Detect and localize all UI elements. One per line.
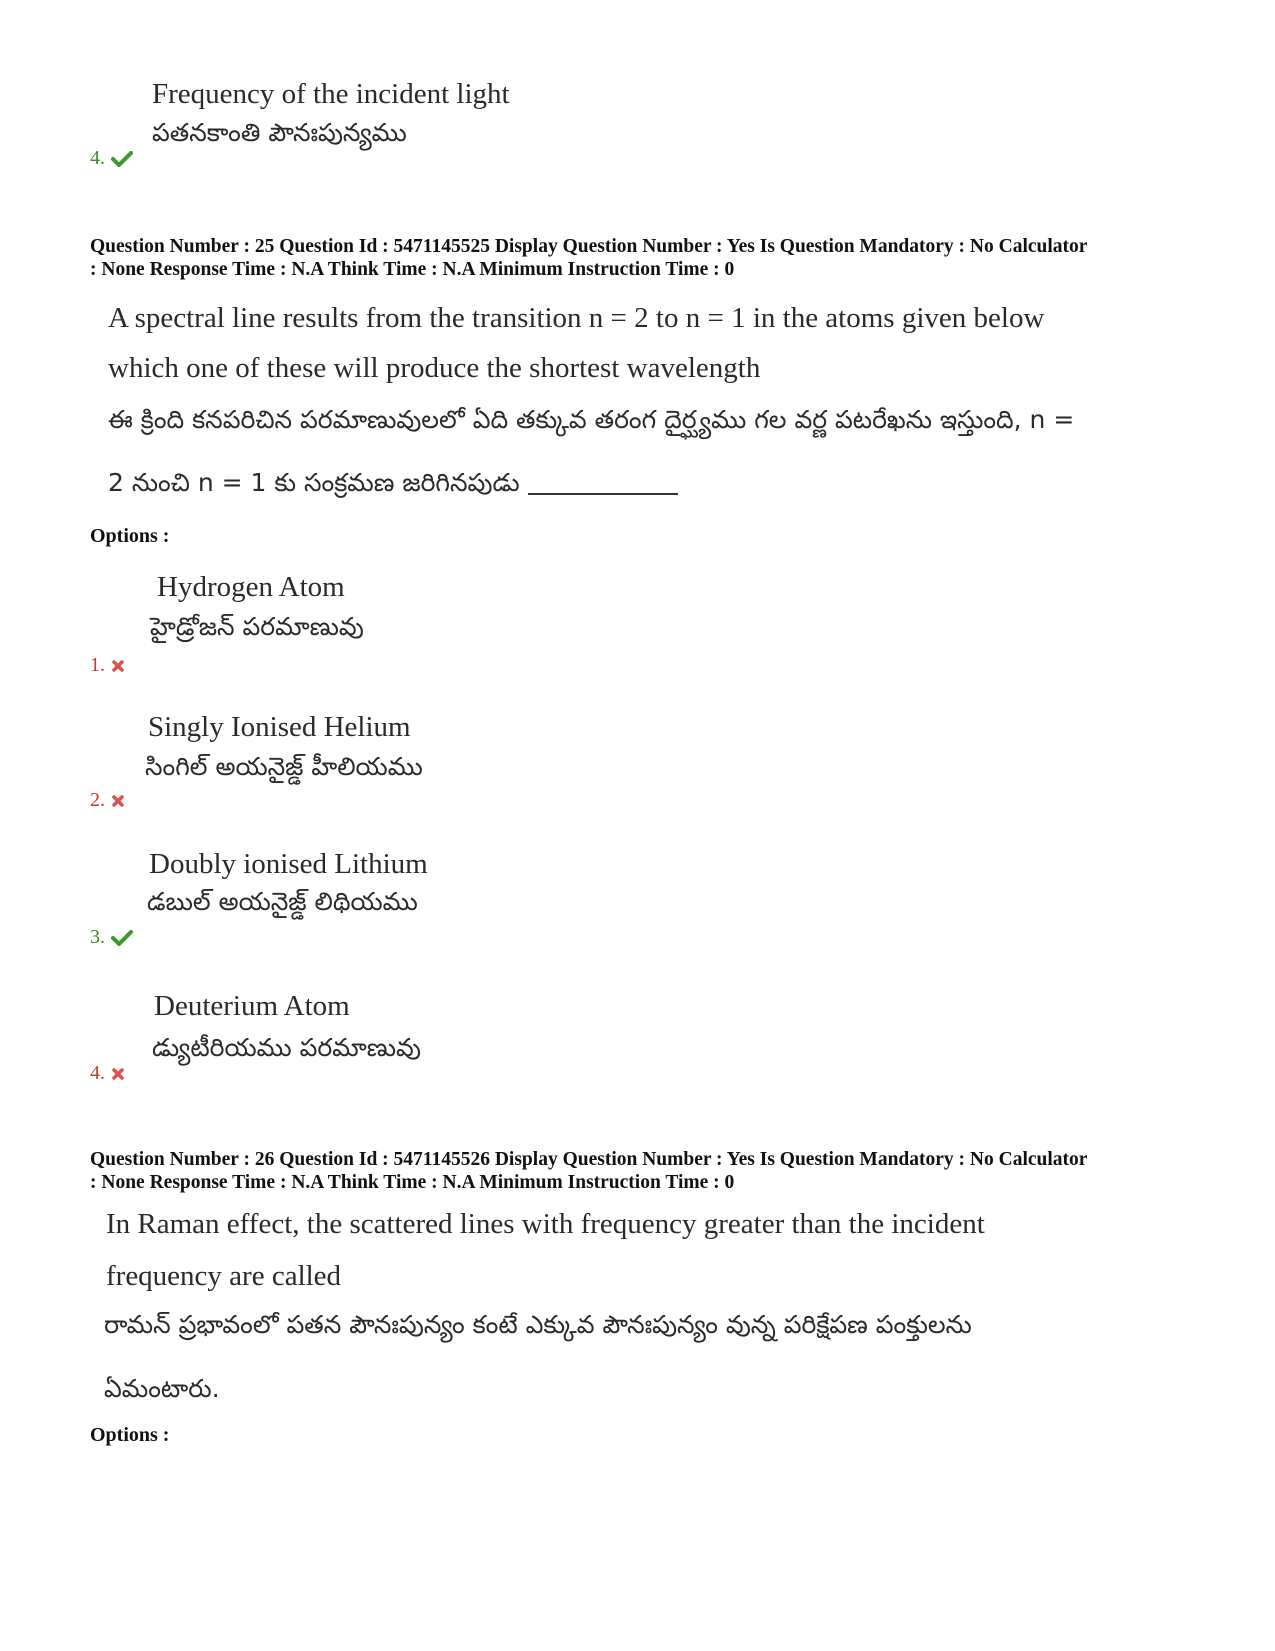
cross-icon: [111, 1067, 125, 1081]
q25-meta-line-2: : None Response Time : N.A Think Time : N.A Minimum Instruction Time : 0: [90, 259, 735, 280]
answer-blank: [528, 492, 678, 495]
option-number: 3.: [90, 926, 105, 948]
q26-english-line-1: In Raman effect, the scattered lines with frequency greater than the incident: [106, 1208, 985, 1240]
q25-option-4-marker: [90, 1062, 125, 1085]
q26-english-line-2: frequency are called: [106, 1260, 342, 1292]
prev-option-4-telugu: పతనకాంతి పౌనఃపున్యము: [152, 118, 407, 147]
option-number: 2.: [90, 789, 105, 811]
check-icon: [111, 151, 133, 167]
q25-option-4-telugu: డ్యుటీరియము పరమాణువు: [152, 1033, 421, 1062]
q26-telugu-line-2: ఏమంటారు.: [104, 1374, 220, 1403]
check-icon: [111, 930, 133, 946]
q26-meta-line-1: Question Number : 26 Question Id : 5471145526 Display Question Number : Yes Is Question Mandatory : No Calculator: [90, 1149, 1088, 1170]
q25-option-3-marker: [90, 926, 133, 949]
q25-option-3-english: Doubly ionised Lithium: [149, 848, 428, 880]
q25-option-3-telugu: డబుల్ అయనైజ్డ్ లిథియము: [147, 887, 418, 916]
option-number: 4.: [90, 147, 105, 169]
cross-icon: [111, 794, 125, 808]
q26-telugu-line-1: రామన్ ప్రభావంలో పతన పౌనఃపున్యం కంటే ఎక్కువ పౌనఃపున్యం వున్న పరిక్షేపణ పంక్తులను: [104, 1310, 972, 1339]
q25-english-line-2: which one of these will produce the shortest wavelength: [108, 352, 761, 384]
prev-option-4-english: Frequency of the incident light: [152, 78, 510, 110]
q25-telugu-line-2: 2 నుంచి n = 1 కు సంక్రమణ జరిగినపుడు: [108, 468, 520, 497]
option-number: 4.: [90, 1062, 105, 1084]
q25-option-2-english: Singly Ionised Helium: [148, 711, 411, 743]
q25-telugu-line-2-wrapper: [108, 468, 678, 504]
option-number: 1.: [90, 654, 105, 676]
q25-option-2-telugu: సింగిల్ అయనైజ్డ్ హీలియము: [145, 752, 423, 781]
cross-icon: [111, 659, 125, 673]
q25-option-4-english: Deuterium Atom: [154, 990, 350, 1022]
q25-telugu-line-1: ఈ క్రింది కనపరిచిన పరమాణువులలో ఏది తక్కువ తరంగ దైర్ఘ్యము గల వర్ణ పటరేఖను ఇస్తుంది, n =: [108, 405, 1075, 434]
q25-option-2-marker: [90, 789, 125, 812]
q25-option-1-english: Hydrogen Atom: [157, 571, 345, 603]
q26-options-label: Options :: [90, 1424, 170, 1446]
q25-option-1-telugu: హైడ్రోజన్ పరమాణువు: [150, 612, 364, 641]
q26-meta-line-2: : None Response Time : N.A Think Time : N.A Minimum Instruction Time : 0: [90, 1172, 735, 1193]
prev-option-4-marker: [90, 147, 133, 170]
q25-options-label: Options :: [90, 525, 170, 547]
q25-option-1-marker: [90, 654, 125, 677]
q25-english-line-1: A spectral line results from the transition n = 2 to n = 1 in the atoms given below: [108, 302, 1045, 334]
q25-meta-line-1: Question Number : 25 Question Id : 5471145525 Display Question Number : Yes Is Question Mandatory : No Calculator: [90, 236, 1088, 257]
